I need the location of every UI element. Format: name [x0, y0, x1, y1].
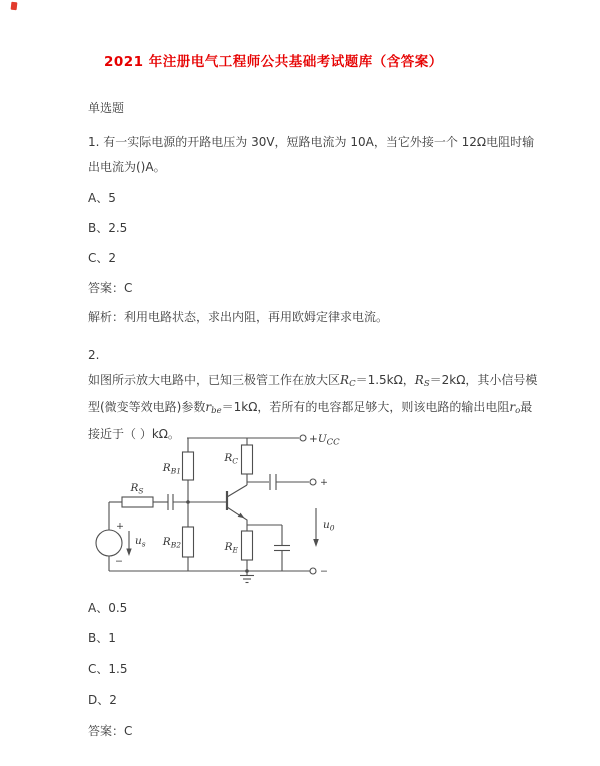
npn-transistor — [173, 485, 247, 525]
svg-text:u0: $u_0$ — [323, 519, 335, 533]
q1-option-a: A、5 — [88, 191, 116, 205]
q2-answer: 答案：C — [88, 724, 133, 738]
resistor-rb2 — [162, 502, 194, 571]
resistor-rc — [223, 438, 252, 485]
output-coupling-capacitor — [247, 474, 328, 490]
svg-text:+: + — [320, 477, 328, 488]
q1-text: 1. 有一实际电源的开路电压为 30V，短路电流为 10A，当它外接一个 12Ω电阻时输出电流为()A。 — [88, 135, 535, 174]
svg-text:RC: $R_C$ — [224, 452, 238, 466]
q1-answer: 答案：C — [88, 281, 133, 295]
q2-option-d: D、2 — [88, 693, 117, 707]
q2-option-c: C、1.5 — [88, 662, 128, 676]
q1-option-b: B、2.5 — [88, 221, 128, 235]
svg-text:−: − — [115, 556, 123, 567]
q2-option-a: A、0.5 — [88, 601, 128, 615]
page-title: 2021 年注册电气工程师公共基础考试题库（含答案） — [104, 54, 443, 70]
bottom-rail — [109, 566, 328, 577]
source-voltage-arrow — [126, 531, 145, 556]
resistor-rs — [109, 482, 168, 507]
red-mark-icon — [11, 2, 18, 11]
svg-text:RS: $R_S$ — [130, 482, 144, 496]
emitter-bypass-capacitor — [247, 525, 290, 571]
question-type-label: 单选题 — [88, 101, 125, 115]
resistor-rb1 — [162, 438, 194, 502]
svg-text:+UCC: $+U_{CC}$ — [309, 433, 340, 448]
input-coupling-capacitor — [168, 494, 173, 510]
q1-option-c: C、2 — [88, 251, 117, 265]
base-node-dot — [186, 500, 190, 504]
q2-option-b: B、1 — [88, 631, 116, 645]
svg-text:−: − — [320, 566, 328, 577]
supply-rail — [187, 433, 340, 448]
svg-text:RB2: $R_{B2}$ — [162, 536, 181, 550]
output-voltage-arrow — [313, 508, 335, 547]
q1-analysis: 解析：利用电路状态，求出内阻，再用欧姆定律求电流。 — [88, 310, 389, 324]
amplifier-circuit-diagram — [80, 428, 370, 604]
signal-source — [96, 502, 124, 571]
q2-text: 如图所示放大电路中，已知三极管工作在放大区$R_C=1.5k\Omega$，$R_S=2k\Omega$，其小信号模型(微变等效电路)参数$r_{be}=1k\Omega$，若所有的电容都足够大，则该电路的输出电阻$r_o$最接近于（ ）kΩ。 — [88, 373, 538, 441]
svg-text:+: + — [116, 521, 124, 532]
resistor-re — [224, 525, 253, 571]
svg-text:RE: $R_E$ — [224, 541, 238, 555]
svg-text:RB1: $R_{B1}$ — [162, 462, 181, 476]
svg-text:us: $u_s$ — [135, 535, 146, 549]
q2-number: 2. — [88, 348, 100, 362]
